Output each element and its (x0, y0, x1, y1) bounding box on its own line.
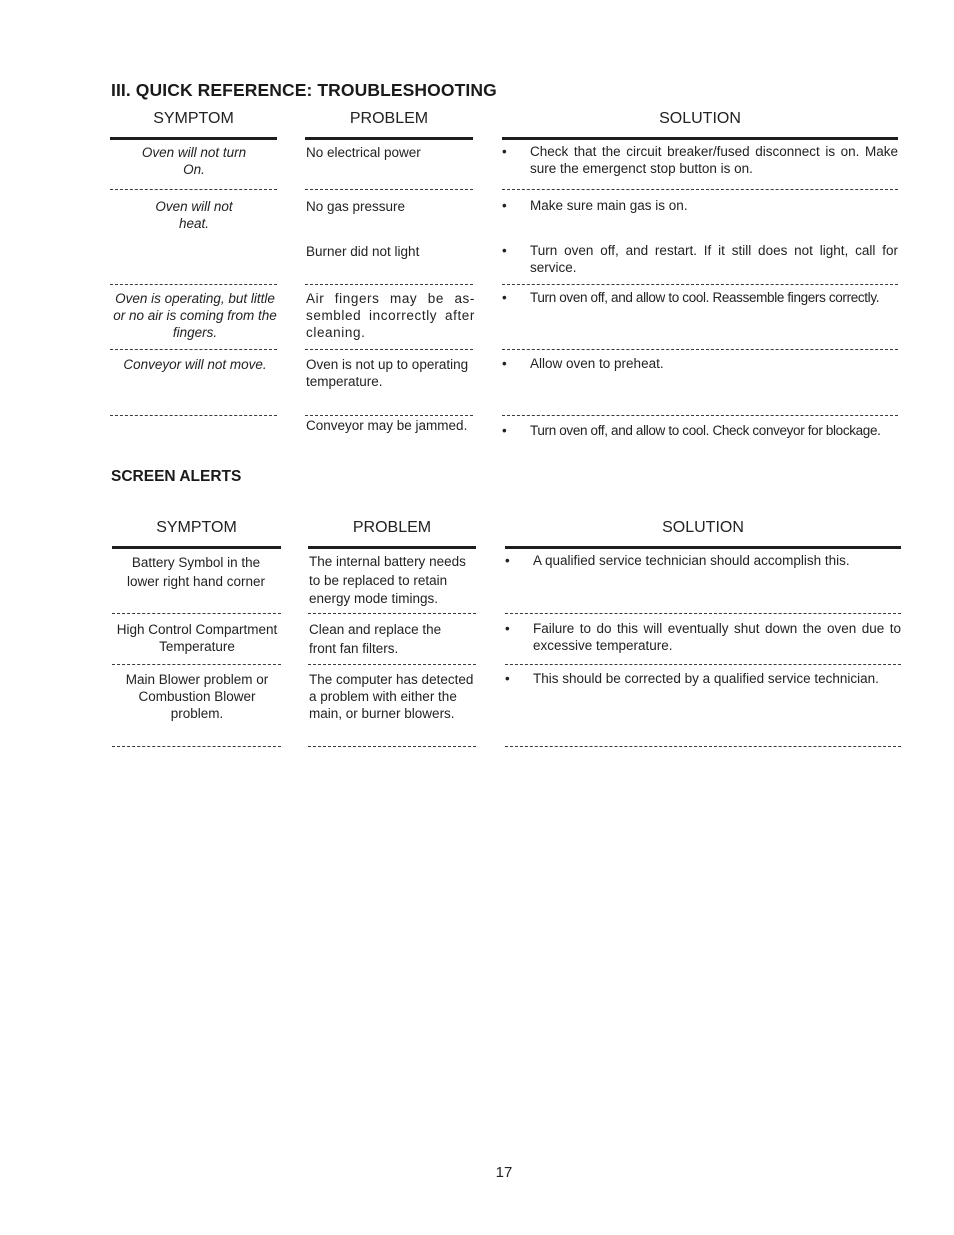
solution-text: Turn oven off, and allow to cool. Check conveyor for blockage. (530, 423, 881, 438)
bullet: • (505, 671, 510, 686)
solution-text: Allow oven to preheat. (530, 356, 664, 371)
symptom-header: SYMPTOM (156, 519, 237, 536)
header-rule (110, 137, 277, 140)
solution-text: Make sure main gas is on. (530, 198, 688, 213)
symptom-cell: Oven will not heat. (155, 199, 233, 231)
row-separator (305, 189, 473, 190)
solution-header: SOLUTION (659, 110, 741, 127)
screen-alerts-title: SCREEN ALERTS (111, 468, 242, 485)
solution-cell (502, 243, 898, 276)
row-separator (112, 746, 281, 747)
symptom-cell: Oven is operating, but little or no air is coming from the fingers. (113, 291, 277, 340)
solution-cell (502, 144, 898, 177)
bullet: • (502, 243, 507, 258)
row-separator (505, 664, 901, 665)
bullet: • (502, 356, 507, 371)
solution-cell (502, 356, 898, 373)
header-rule (505, 546, 901, 549)
row-separator (308, 664, 476, 665)
problem-header: PROBLEM (352, 519, 432, 536)
solution-header: SOLUTION (662, 519, 744, 536)
symptom-cell: Conveyor will not move. (123, 357, 267, 372)
problem-cell: No electrical power (306, 145, 421, 160)
bullet: • (502, 144, 507, 159)
row-separator (305, 415, 473, 416)
problem-cell: Conveyor may be jammed. (306, 418, 468, 433)
row-separator (502, 284, 898, 285)
solution-cell (502, 290, 900, 307)
row-separator (112, 613, 281, 614)
row-separator (308, 613, 476, 614)
solution-text: Turn oven off, and restart. If it still does not light, call for service. (530, 243, 898, 275)
solution-cell (505, 621, 901, 654)
solution-text: Turn oven off, and allow to cool. Reassemble fingers correctly. (530, 290, 880, 305)
bullet: • (505, 621, 510, 636)
symptom-cell: Battery Symbol in the lower right hand corner (126, 555, 266, 589)
page-number: 17 (495, 1164, 513, 1181)
row-separator (502, 349, 898, 350)
row-separator (502, 415, 898, 416)
problem-cell: The internal battery needs to be replaced to retain energy mode timings. (309, 554, 466, 606)
row-separator (110, 349, 277, 350)
bullet: • (502, 198, 507, 213)
row-separator (110, 189, 277, 190)
problem-cell: Air fingers may be as-sembled incorrectly after cleaning. (306, 291, 475, 340)
solution-text: This should be corrected by a qualified service technician. (533, 671, 879, 686)
row-separator (110, 284, 277, 285)
header-rule (112, 546, 281, 549)
solution-cell (505, 671, 901, 688)
section-title: III. QUICK REFERENCE: TROUBLESHOOTING (111, 80, 497, 100)
symptom-cell: High Control Compartment Temperature (116, 622, 278, 654)
solution-text: Check that the circuit breaker/fused disconnect is on. Make sure the emergenct stop button is on. (530, 144, 898, 176)
problem-cell: No gas pressure (306, 199, 406, 214)
row-separator (505, 746, 901, 747)
row-separator (305, 349, 473, 350)
row-separator (502, 189, 898, 190)
bullet: • (505, 553, 510, 568)
solution-text: Failure to do this will eventually shut down the oven due to excessive temperature. (533, 621, 901, 653)
row-separator (112, 664, 281, 665)
header-rule (305, 137, 473, 140)
solution-cell (505, 553, 901, 570)
bullet: • (502, 290, 507, 305)
symptom-header: SYMPTOM (153, 110, 234, 127)
solution-cell (502, 198, 898, 215)
row-separator (505, 613, 901, 614)
problem-header: PROBLEM (349, 110, 429, 127)
header-rule (308, 546, 476, 549)
symptom-cell: Main Blower problem or Combustion Blower problem. (125, 672, 269, 721)
row-separator (305, 284, 473, 285)
problem-cell: The computer has detected a problem with either the main, or burner blowers. (309, 672, 474, 721)
solution-text: A qualified service technician should accomplish this. (533, 553, 850, 568)
symptom-cell: Oven will not turn On. (141, 145, 247, 177)
bullet: • (502, 423, 507, 438)
solution-cell (502, 423, 900, 440)
row-separator (110, 415, 277, 416)
problem-cell: Oven is not up to operating temperature. (306, 357, 469, 389)
row-separator (308, 746, 476, 747)
problem-cell: Burner did not light (306, 244, 420, 259)
problem-cell: Clean and replace the front fan filters. (309, 622, 442, 656)
header-rule (502, 137, 898, 140)
